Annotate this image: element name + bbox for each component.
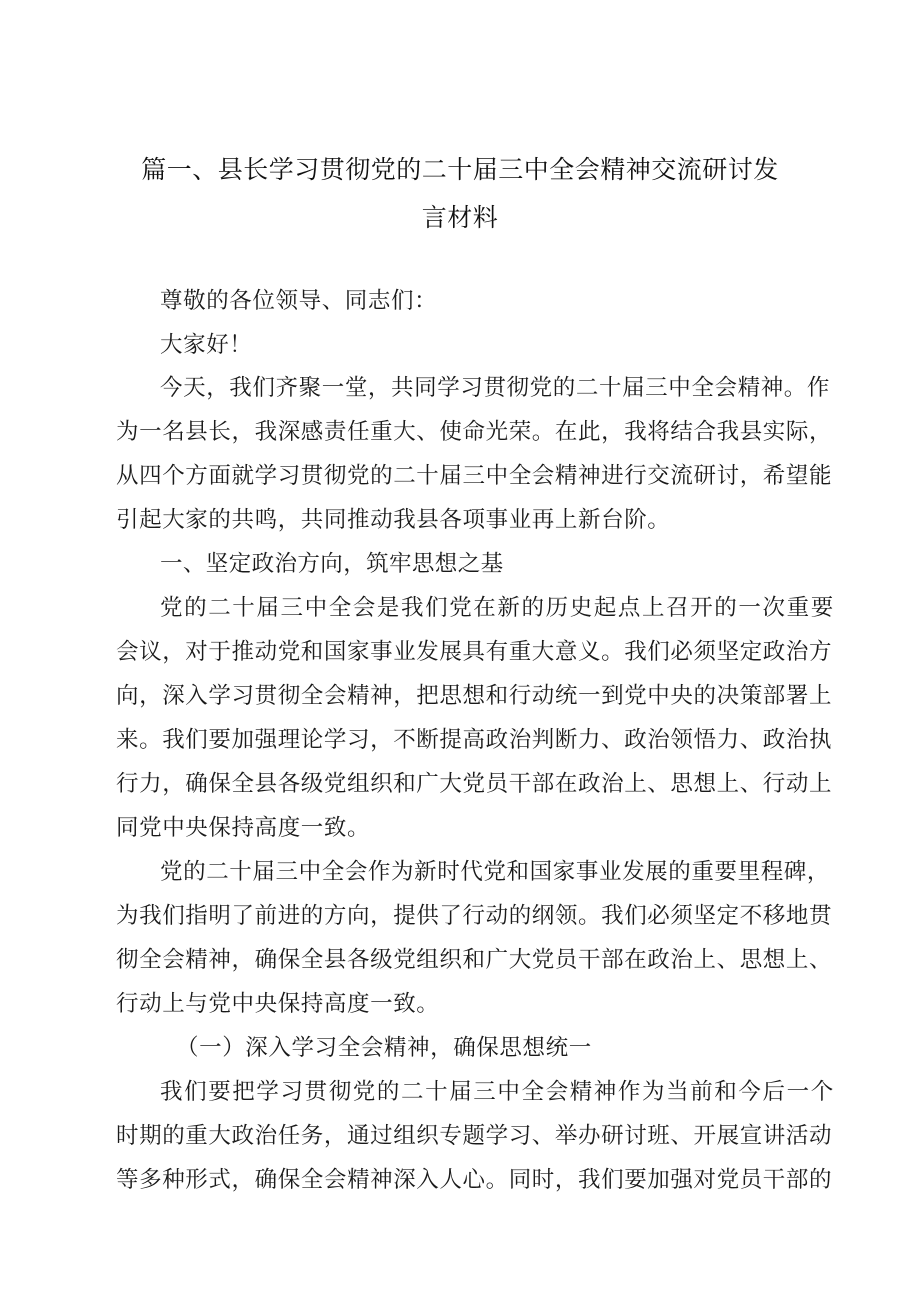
section-heading: 一、坚定政治方向，筑牢思想之基 [160, 551, 504, 577]
paragraph-line: 等多种形式，确保全会精神深入人心。同时，我们要加强对党员干部的 [116, 1167, 833, 1193]
intro-line: 引起大家的共鸣，共同推动我县各项事业再上新台阶。 [116, 507, 671, 533]
paragraph-line: 为我们指明了前进的方向，提供了行动的纲领。我们必须坚定不移地贯 [116, 903, 833, 929]
paragraph-line: 党的二十届三中全会是我们党在新的历史起点上召开的一次重要 [160, 595, 835, 621]
paragraph-line: 向，深入学习贯彻全会精神，把思想和行动统一到党中央的决策部署上 [116, 683, 833, 709]
paragraph-line: 我们要把学习贯彻党的二十届三中全会精神作为当前和今后一个 [160, 1079, 835, 1105]
paragraph-line: 时期的重大政治任务，通过组织专题学习、举办研讨班、开展宣讲活动 [116, 1123, 833, 1149]
salutation: 尊敬的各位领导、同志们： [160, 288, 438, 314]
document-title-line-2: 言材料 [421, 203, 499, 232]
paragraph-line: 行力，确保全县各级党组织和广大党员干部在政治上、思想上、行动上 [116, 771, 833, 797]
paragraph-line: 彻全会精神，确保全县各级党组织和广大党员干部在政治上、思想上、 [116, 947, 833, 973]
intro-line: 为一名县长，我深感责任重大、使命光荣。在此，我将结合我县实际， [116, 419, 833, 445]
intro-line: 今天，我们齐聚一堂，共同学习贯彻党的二十届三中全会精神。作 [160, 375, 830, 401]
subsection-heading: （一）深入学习全会精神，确保思想统一 [176, 1035, 592, 1061]
intro-line: 从四个方面就学习贯彻党的二十届三中全会精神进行交流研讨，希望能 [116, 463, 833, 489]
paragraph-line: 来。我们要加强理论学习，不断提高政治判断力、政治领悟力、政治执 [116, 727, 833, 753]
paragraph-line: 会议，对于推动党和国家事业发展具有重大意义。我们必须坚定政治方 [116, 639, 833, 665]
paragraph-line: 党的二十届三中全会作为新时代党和国家事业发展的重要里程碑， [160, 859, 830, 885]
document-title-line-1: 篇一、县长学习贯彻党的二十届三中全会精神交流研讨发 [141, 155, 779, 184]
greeting: 大家好！ [160, 332, 253, 358]
paragraph-line: 同党中央保持高度一致。 [116, 815, 371, 841]
paragraph-line: 行动上与党中央保持高度一致。 [116, 991, 440, 1017]
